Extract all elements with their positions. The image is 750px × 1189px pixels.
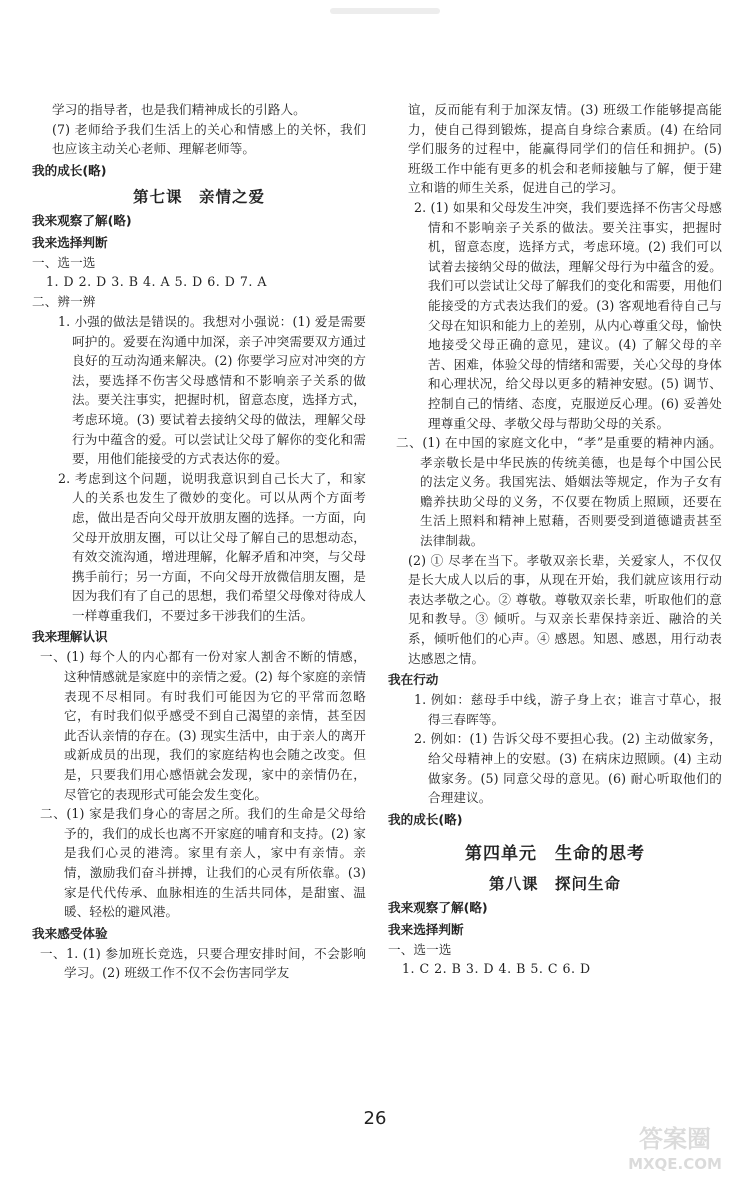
observe-heading: 我来观察了解(略)	[32, 212, 132, 228]
answers-lesson-8: 1. C 2. B 3. D 4. B 5. C 6. D	[402, 961, 591, 977]
distinguish-1: 1. 小强的做法是错误的。我想对小强说：(1) 爱是需要呵护的。爱要在沟通中加深，亲子冲突需要双方通过良好的互动沟通来解决。(2) 你要学习应对冲突的方法，要选择不伤害父母感情和不影响亲子关系的做法。要关注事实，把握时机，留意态度，选择方式，考虑环境。(3) 要试着去接纳父母的做法，理解父母行为中蕴含的爱。可以尝试让父母了解你的变化和需要，用他们能接受的方式表达你的爱。	[58, 313, 366, 467]
svg-text:MXQE.COM: MXQE.COM	[628, 1155, 722, 1173]
scan-smudge	[330, 8, 440, 14]
section-distinguish: 二、辨一辨	[32, 294, 96, 310]
observe-heading-8: 我来观察了解(略)	[388, 899, 488, 915]
unit-4-title: 第四单元 生命的思考	[465, 843, 645, 864]
action-heading: 我在行动	[388, 672, 439, 688]
lesson-8-title: 第八课 探问生命	[488, 874, 621, 893]
page-number: 26	[363, 1108, 387, 1129]
continued-1: 谊，反而能有利于加深友情。(3) 班级工作能够提高能力，使自己得到锻炼，提高自身综合素质。(4) 在给同学们服务的过程中，能赢得同学们的信任和拥护。(5) 班级工作中能有更多的机会和老师接触与了解，便于建立和谐的师生关系，促进自己的学习。	[408, 102, 722, 196]
understand-heading: 我来理解认识	[32, 629, 108, 645]
continued-3: 二、(1) 在中国的家庭文化中，“孝”是重要的精神内涵。孝亲敬长是中华民族的传统美德，也是每个中国公民的法定义务。我国宪法、婚姻法等规定，作为子女有赡养扶助父母的义务，不仅要在物质上照顾，还要在生活上照料和精神上慰藉，否则要受到道德谴责甚至法律制裁。	[396, 435, 722, 549]
choose-heading-8: 我来选择判断	[388, 921, 464, 937]
section-choose-8: 一、选一选	[388, 941, 452, 957]
action-1: 1. 例如：慈母手中线，游子身上衣；谁言寸草心，报得三春晖等。	[414, 692, 722, 727]
intro-line-1: 学习的指导者，也是我们精神成长的引路人。	[52, 102, 306, 117]
lesson-7-title: 第七课 亲情之爱	[132, 187, 265, 206]
svg-text:答案圈: 答案圈	[639, 1125, 711, 1153]
intro-line-2: (7) 老师给予我们生活上的关心和情感上的关怀，我们也应该主动关心老师、理解老师等。	[52, 121, 366, 157]
continued-4: (2) ① 尽孝在当下。孝敬双亲长辈，关爱家人，不仅仅是长大成人以后的事，从现在开始，我们就应该用行动表达孝敬之心。② 尊敬。尊敬双亲长辈，听取他们的意见和教导。③ 倾听。与双亲长辈保持亲近、融洽的关系，倾听他们的心声。④ 感恩。知恩、感恩，用行动表达感恩之情。	[408, 552, 722, 666]
understand-2: 二、(1) 家是我们身心的寄居之所。我们的生命是父母给予的，我们的成长也离不开家庭的哺育和支持。(2) 家是我们心灵的港湾。家里有亲人，家中有亲情。亲情，激励我们奋斗拼搏，让我们的心灵有所依靠。(3) 家是代代传承、血脉相连的生活共同体，是甜蜜、温暖、轻松的避风港。	[40, 806, 366, 920]
my-growth-heading-2: 我的成长(略)	[388, 811, 463, 827]
feel-1: 一、1. (1) 参加班长竞选，只要合理安排时间，不会影响学习。(2) 班级工作不仅不会伤害同学友	[40, 945, 366, 981]
distinguish-2: 2. 考虑到这个问题，说明我意识到自己长大了，和家人的关系也发生了微妙的变化。可以从两个方面考虑，做出是否向父母开放朋友圈的选择。一方面，向父母开放朋友圈，可以让父母了解自己的思想动态，有效交流沟通，增进理解，化解矛盾和冲突，与父母携手前行；另一方面，不向父母开放微信朋友圈，是因为我们有了自己的思想，我们希望父母像对待成人一样尊重我们，不要过多干涉我们的生活。	[58, 470, 366, 623]
left-column	[32, 100, 366, 983]
continued-2: 2. (1) 如果和父母发生冲突，我们要选择不伤害父母感情和不影响亲子关系的做法。要关注事实，把握时机，留意态度，选择方式，考虑环境。(2) 我们可以试着去接纳父母的做法，理解父母行为中蕴含的爱。我们可以尝试让父母了解我们的变化和需要，用他们能接受的方式表达我们的爱。(3) 客观地看待自己与父母在知识和能力上的差别，从内心尊重父母，愉快地接受父母正确的意见，建议。(4) 了解父母的辛苦、困难，体验父母的情绪和需要，关心父母的身体和心理状况，给父母以更多的精神安慰。(5) 调节、控制自己的情绪、态度，克服逆反心理。(6) 妥善处理尊重父母、孝敬父母与帮助父母的关系。	[414, 199, 722, 431]
action-2: 2. 例如：(1) 告诉父母不要担心我。(2) 主动做家务，给父母精神上的安慰。(3) 在病床边照顾。(4) 主动做家务。(5) 同意父母的意见。(6) 耐心听取他们的合理建议。	[414, 731, 722, 806]
right-column	[388, 100, 722, 979]
understand-1: 一、(1) 每个人的内心都有一份对家人割舍不断的情感，这种情感就是家庭中的亲情之爱。(2) 每个家庭的亲情表现不尽相同。有时我们可能因为它的平常而忽略它，有时我们似乎感受不到自己渴望的亲情，甚至因此否认亲情的存在。(3) 现实生活中，由于亲人的离开或新成员的出现，我们的家庭结构也会随之改变。但是，只要我们用心感悟就会发现，家中的亲情仍在，尽管它的表现形式可能会发生变化。	[40, 649, 366, 802]
section-choose: 一、选一选	[32, 254, 96, 270]
answers-lesson-7: 1. D 2. D 3. B 4. A 5. D 6. D 7. A	[46, 274, 267, 290]
feel-heading: 我来感受体验	[32, 925, 108, 941]
watermark-logo	[610, 1117, 740, 1177]
choose-heading: 我来选择判断	[32, 234, 108, 250]
my-growth-heading: 我的成长(略)	[32, 162, 107, 178]
